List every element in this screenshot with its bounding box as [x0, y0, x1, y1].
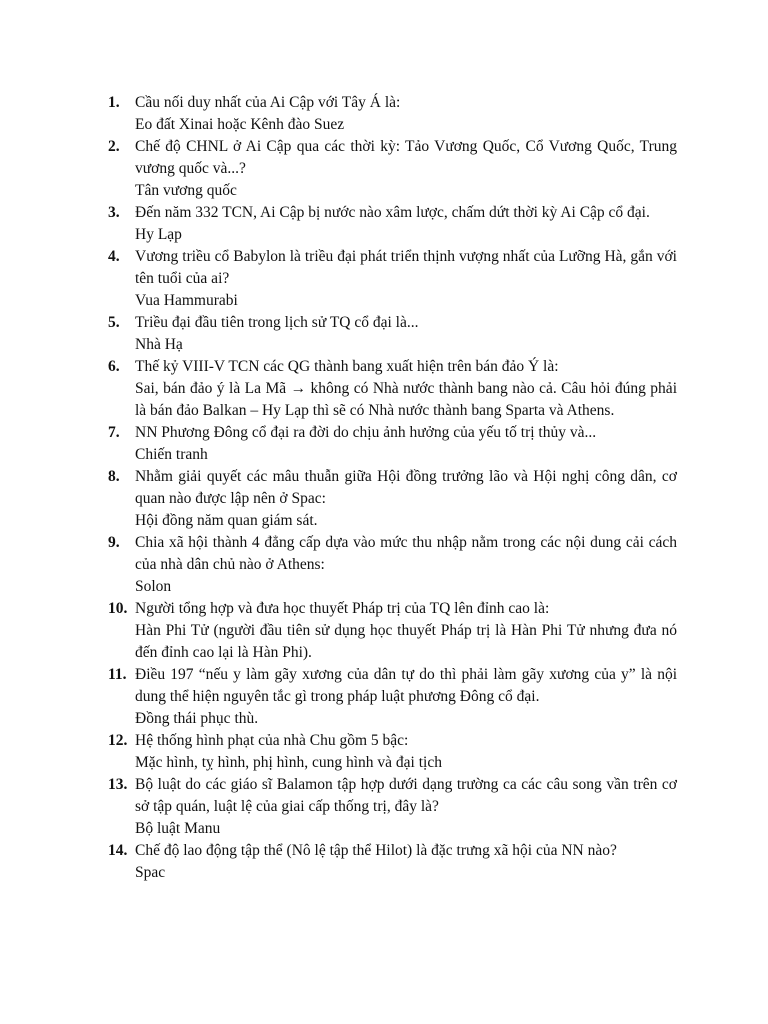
item-number: 12.: [108, 732, 128, 749]
item-number: 3.: [108, 204, 120, 221]
list-item-4: [0, 246, 677, 312]
question-text: Hệ thống hình phạt của nhà Chu gồm 5 bậc:: [135, 732, 409, 749]
list-item-13: [0, 774, 677, 840]
answer-text: Vua Hammurabi: [135, 292, 238, 309]
question-text: Chế độ CHNL ở Ai Cập qua các thời kỳ: Tảo Vương Quốc, Cổ Vương Quốc, Trung vương quốc và...?: [135, 138, 677, 177]
answer-text-start: Sai, bán đảo ý là La Mã: [135, 380, 291, 397]
list-item-5: [0, 312, 677, 356]
list-item-6: [0, 356, 677, 422]
question-text: Bộ luật do các giáo sĩ Balamon tập hợp dưới dạng trường ca các câu song vần trên cơ sở tập quán, luật lệ của giai cấp thống trị, đây là?: [135, 776, 677, 815]
item-number: 8.: [108, 468, 120, 485]
list-item-2: [0, 136, 677, 202]
item-number: 1.: [108, 94, 120, 111]
item-number: 11.: [108, 666, 127, 683]
list-item-10: [0, 598, 677, 664]
list-item-8: [0, 466, 677, 532]
answer-text: Tân vương quốc: [135, 182, 237, 199]
question-text: Thế kỷ VIII-V TCN các QG thành bang xuất hiện trên bán đảo Ý là:: [135, 358, 559, 375]
answer-text: Eo đất Xinai hoặc Kênh đào Suez: [135, 116, 345, 133]
answer-text: Hy Lạp: [135, 226, 182, 243]
answer-text: Mặc hình, tỵ hình, phị hình, cung hình và đại tịch: [135, 754, 442, 771]
answer-text: Đồng thái phục thù.: [135, 710, 259, 727]
question-text: NN Phương Đông cổ đại ra đời do chịu ảnh hưởng của yếu tố trị thủy và...: [135, 424, 597, 441]
item-number: 9.: [108, 534, 120, 551]
item-number: 4.: [108, 248, 120, 265]
list-item-1: [0, 92, 677, 136]
list-item-7: [0, 422, 677, 466]
answer-text: Bộ luật Manu: [135, 820, 221, 837]
item-number: 7.: [108, 424, 120, 441]
question-text: Nhằm giải quyết các mâu thuẫn giữa Hội đồng trưởng lão và Hội nghị công dân, cơ quan nào được lập nên ở Spac:: [135, 468, 677, 507]
question-text: Triều đại đầu tiên trong lịch sử TQ cổ đại là...: [135, 314, 419, 331]
item-number: 2.: [108, 138, 120, 155]
answer-text: Spac: [135, 864, 166, 881]
item-number: 14.: [108, 842, 128, 859]
answer-text: Hội đồng năm quan giám sát.: [135, 512, 318, 529]
list-item-3: [0, 202, 677, 246]
item-number: 6.: [108, 358, 120, 375]
answer-text: Hàn Phi Tử (người đầu tiên sử dụng học thuyết Pháp trị là Hàn Phi Tử nhưng đưa nó đến đỉnh cao lại là Hàn Phi).: [135, 622, 677, 661]
question-text: Người tổng hợp và đưa học thuyết Pháp trị của TQ lên đỉnh cao là:: [135, 600, 550, 617]
list-item-9: [0, 532, 677, 598]
item-number: 13.: [108, 776, 128, 793]
question-text: Điều 197 “nếu y làm gãy xương của dân tự do thì phải làm gãy xương của y” là nội dung thể hiện nguyên tắc gì trong pháp luật phương Đông cổ đại.: [135, 666, 677, 705]
item-number: 5.: [108, 314, 120, 331]
question-text: Chia xã hội thành 4 đẳng cấp dựa vào mức thu nhập nằm trong các nội dung cải cách của nhà dân chủ nào ở Athens:: [135, 534, 677, 573]
answer-text: Chiến tranh: [135, 446, 208, 463]
answer-text-end: không có Nhà nước thành bang nào cả. Câu hỏi đúng phải là bán đảo Balkan – Hy Lạp thì sẽ có Nhà nước thành bang Sparta và Athens.: [135, 380, 677, 419]
list-item-12: [0, 730, 677, 774]
answer-text: Solon: [135, 578, 172, 595]
question-text: Cầu nối duy nhất của Ai Cập với Tây Á là:: [135, 94, 401, 111]
answer-text: Nhà Hạ: [135, 336, 183, 353]
question-list: [0, 92, 768, 884]
item-number: 10.: [108, 600, 128, 617]
answer-text: [135, 378, 677, 422]
list-item-14: [0, 840, 677, 884]
list-item-11: [0, 664, 677, 730]
question-text: Vương triều cổ Babylon là triều đại phát triển thịnh vượng nhất của Lưỡng Hà, gắn với tên tuổi của ai?: [135, 248, 677, 287]
right-arrow-icon: →: [290, 380, 307, 397]
question-text: Chế độ lao động tập thể (Nô lệ tập thể Hilot) là đặc trưng xã hội của NN nào?: [135, 842, 617, 859]
question-text: Đến năm 332 TCN, Ai Cập bị nước nào xâm lược, chấm dứt thời kỳ Ai Cập cổ đại.: [135, 204, 650, 221]
